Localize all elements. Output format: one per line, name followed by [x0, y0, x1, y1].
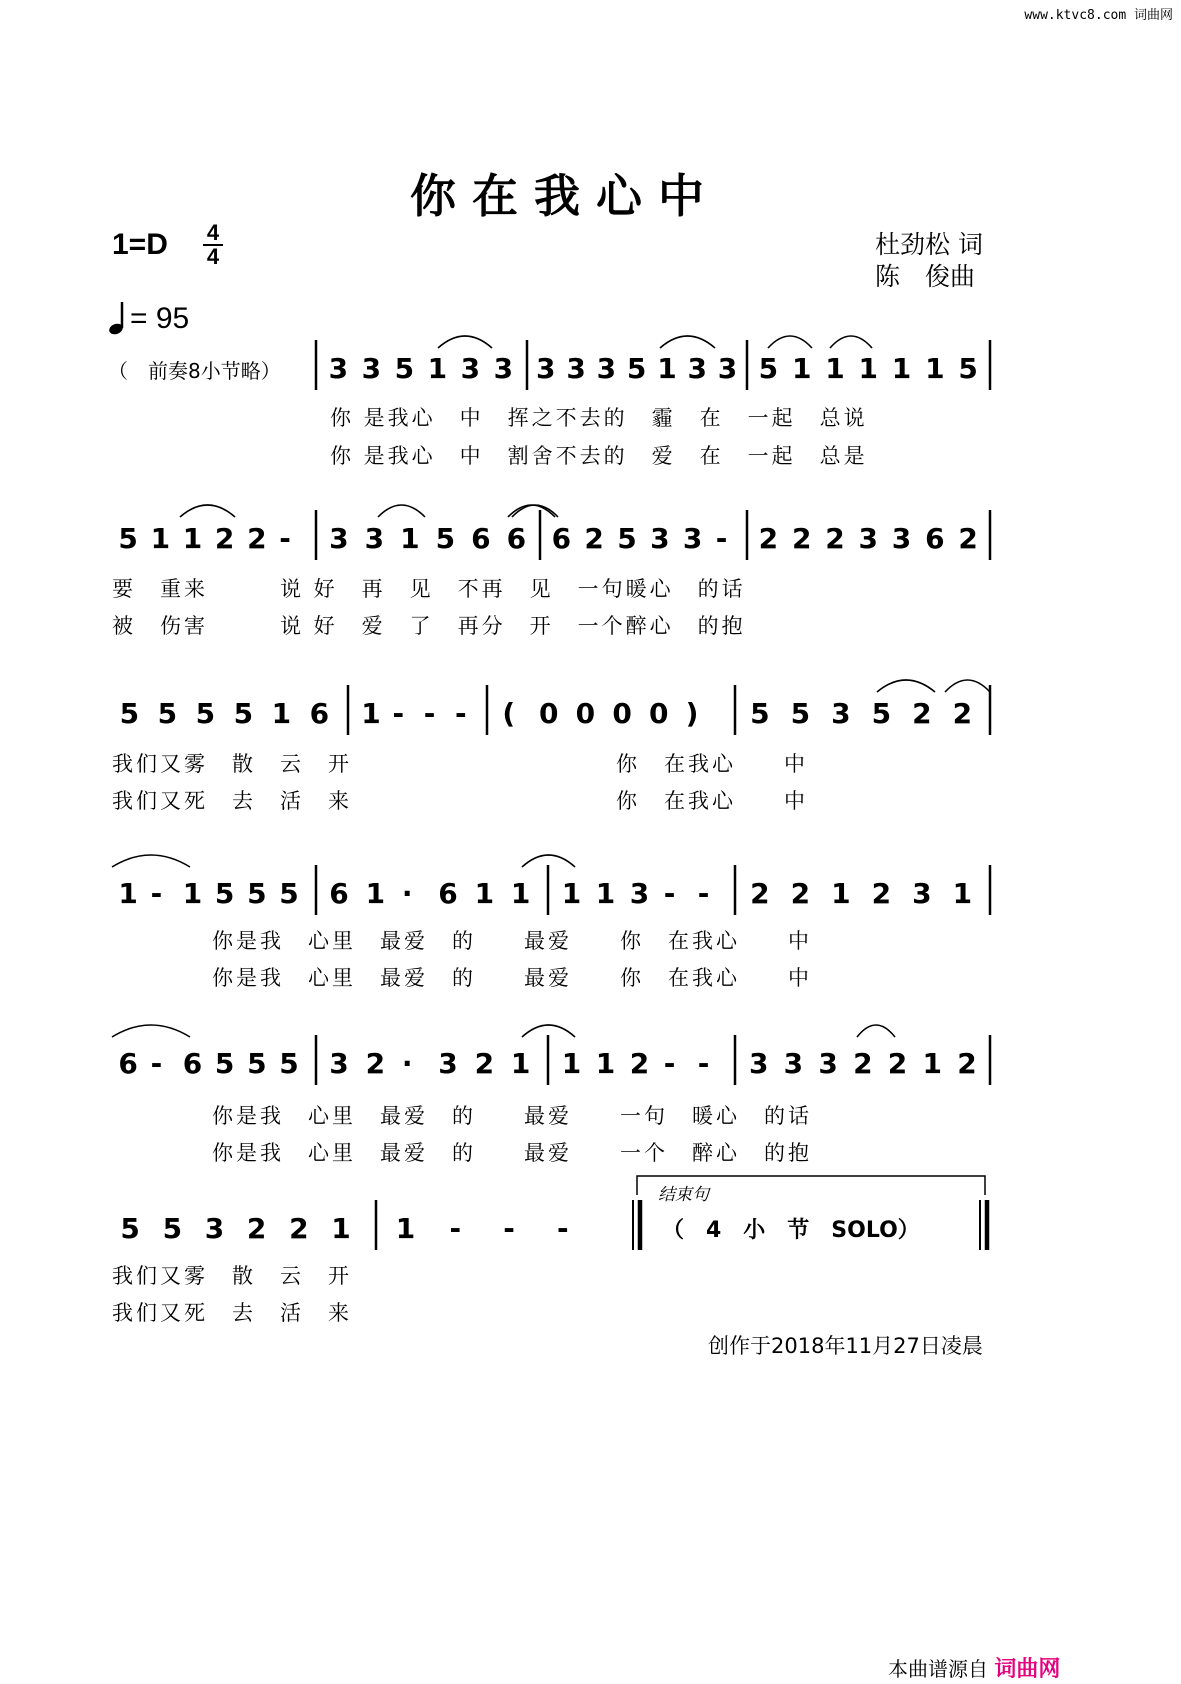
- composer-credit: 陈 俊曲: [875, 262, 976, 291]
- note: 5: [279, 1047, 299, 1080]
- note: 3: [748, 1047, 769, 1080]
- note: 6: [309, 697, 330, 730]
- lyrics-line: 我们又雾 散 云 开: [112, 1264, 352, 1288]
- note: 3: [596, 352, 617, 385]
- slur-arc: [438, 336, 492, 348]
- tempo-marking: = 95: [130, 302, 190, 335]
- note: 3: [460, 352, 481, 385]
- note: 6: [471, 522, 491, 555]
- note: 5: [958, 352, 978, 385]
- note: 3: [329, 522, 349, 555]
- note: 6: [925, 522, 945, 555]
- lyrics-line: 你 是我心 中 割舍不去的 爱 在 一起 总是: [330, 444, 868, 468]
- note: 3: [682, 522, 703, 555]
- note: 5: [157, 697, 178, 730]
- note: 5: [214, 877, 235, 910]
- note: 2: [825, 522, 845, 555]
- note: 1: [791, 352, 812, 385]
- note: -: [449, 1212, 462, 1245]
- solo-label: （ 4 小 节 SOLO）: [662, 1218, 920, 1243]
- note: 3: [650, 522, 670, 555]
- note: 6: [551, 522, 572, 555]
- note: 3: [912, 877, 932, 910]
- time-denominator: 4: [206, 244, 220, 269]
- note: 0: [649, 697, 669, 730]
- note: ·: [401, 877, 413, 910]
- note: 6: [506, 522, 527, 555]
- note: 1: [182, 877, 203, 910]
- lyrics-line: 我们又死 去 活 来 你 在我心 中: [112, 789, 808, 813]
- note: 3: [818, 1047, 838, 1080]
- lyrics-line: 你是我 心里 最爱 的 最爱 你 在我心 中: [212, 929, 812, 953]
- note: 3: [536, 352, 556, 385]
- key-label: 1=D: [112, 228, 168, 261]
- time-numerator: 4: [206, 220, 220, 245]
- note: 2: [912, 697, 932, 730]
- note: 3: [204, 1212, 225, 1245]
- note: -: [715, 522, 728, 555]
- note: 3: [629, 877, 650, 910]
- note: 5: [750, 697, 770, 730]
- note: 2: [887, 1047, 908, 1080]
- note: (: [502, 697, 516, 730]
- lyrics-line: 被 伤害 说 好 爱 了 再分 开 一个醉心 的抱: [112, 614, 746, 638]
- note: 1: [891, 352, 912, 385]
- note: 1: [922, 1047, 942, 1080]
- note: -: [150, 1047, 163, 1080]
- note: 5: [247, 1047, 267, 1080]
- note: 2: [247, 522, 267, 555]
- note: 5: [435, 522, 456, 555]
- note: 3: [364, 522, 385, 555]
- note: ·: [401, 1047, 413, 1080]
- note: 1: [361, 697, 381, 730]
- lyrics-line: 要 重来 说 好 再 见 不再 见 一句暖心 的话: [112, 577, 746, 601]
- slur-arc: [112, 855, 190, 867]
- note: 3: [891, 522, 912, 555]
- note: -: [663, 877, 676, 910]
- watermark-brand[interactable]: 词曲网: [994, 1657, 1061, 1682]
- note: 2: [214, 522, 235, 555]
- note: -: [150, 877, 163, 910]
- note: 2: [758, 522, 779, 555]
- lyricist-credit: 杜劲松 词: [875, 230, 983, 259]
- note: -: [663, 1047, 676, 1080]
- note: 5: [394, 352, 415, 385]
- note: 3: [493, 352, 514, 385]
- note: 5: [214, 1047, 235, 1080]
- page-title: 你在我心中: [410, 169, 720, 223]
- note: 1: [182, 522, 203, 555]
- note: 1: [331, 1212, 351, 1245]
- note: -: [697, 877, 710, 910]
- slur-arc: [378, 505, 425, 517]
- note: 2: [871, 877, 892, 910]
- note: 1: [365, 877, 386, 910]
- note: 1: [474, 877, 495, 910]
- note: 1: [925, 352, 945, 385]
- note: 2: [791, 522, 812, 555]
- slur-arc: [877, 680, 935, 692]
- note: -: [423, 697, 436, 730]
- note: 5: [195, 697, 216, 730]
- note: 1: [427, 352, 448, 385]
- note: 2: [289, 1212, 309, 1245]
- note: 5: [162, 1212, 183, 1245]
- note: 5: [247, 877, 267, 910]
- slur-arc: [857, 1025, 895, 1037]
- created-note: 创作于2018年11月27日凌晨: [708, 1334, 983, 1358]
- note: 3: [328, 352, 349, 385]
- note: -: [279, 522, 291, 555]
- note: -: [697, 1047, 710, 1080]
- note: 1: [858, 352, 878, 385]
- note: 0: [539, 697, 559, 730]
- note: 5: [120, 1212, 140, 1245]
- note: 1: [395, 1212, 416, 1245]
- note: 1: [831, 877, 851, 910]
- slur-arc: [830, 336, 872, 348]
- note: 3: [361, 352, 382, 385]
- note: 3: [858, 522, 878, 555]
- note: 5: [617, 522, 637, 555]
- note: 5: [119, 697, 140, 730]
- note: 3: [783, 1047, 804, 1080]
- lyrics-line: 你 是我心 中 挥之不去的 霾 在 一起 总说: [330, 406, 868, 430]
- slur-arc: [180, 505, 235, 517]
- ending-label: 结束句: [658, 1185, 709, 1205]
- note: 5: [790, 697, 811, 730]
- note: 3: [687, 352, 707, 385]
- note: 6: [182, 1047, 203, 1080]
- note: 1: [657, 352, 677, 385]
- slur-arc: [945, 680, 990, 692]
- note: 1: [561, 877, 582, 910]
- slur-arc: [768, 336, 812, 348]
- note: -: [557, 1212, 569, 1245]
- note: -: [503, 1212, 515, 1245]
- note: 2: [853, 1047, 873, 1080]
- slur-arc: [112, 1025, 190, 1037]
- note: 2: [584, 522, 604, 555]
- note: 6: [438, 877, 458, 910]
- note: -: [455, 697, 467, 730]
- note: 1: [510, 877, 531, 910]
- note: 2: [958, 522, 978, 555]
- note: 2: [790, 877, 811, 910]
- note: 2: [957, 1047, 977, 1080]
- note: 1: [118, 877, 138, 910]
- note: 3: [831, 697, 851, 730]
- lyrics-line: 我们又死 去 活 来: [112, 1301, 352, 1325]
- note: -: [392, 697, 405, 730]
- lyrics-line: 你是我 心里 最爱 的 最爱 一句 暖心 的话: [212, 1104, 812, 1128]
- note: 6: [329, 877, 349, 910]
- note: 3: [329, 1047, 349, 1080]
- note: 5: [758, 352, 779, 385]
- note: 0: [575, 697, 596, 730]
- note: 3: [438, 1047, 458, 1080]
- note: 1: [510, 1047, 531, 1080]
- lyrics-line: 你是我 心里 最爱 的 最爱 一个 醉心 的抱: [212, 1141, 812, 1165]
- note: 2: [952, 697, 973, 730]
- note: ): [685, 697, 699, 730]
- note: 6: [118, 1047, 138, 1080]
- note: 1: [400, 522, 420, 555]
- note: 5: [118, 522, 138, 555]
- slur-arc: [512, 505, 558, 517]
- note: 2: [365, 1047, 386, 1080]
- note: 5: [626, 352, 647, 385]
- intro-note: （ 前奏8小节略）: [108, 359, 281, 383]
- slur-arc: [660, 336, 715, 348]
- slur-arc: [508, 505, 555, 517]
- watermark-prefix: 本曲谱源自: [888, 1657, 988, 1681]
- note: 1: [150, 522, 171, 555]
- note: 1: [595, 1047, 616, 1080]
- note: 1: [952, 877, 973, 910]
- note: 0: [612, 697, 632, 730]
- note: 1: [825, 352, 845, 385]
- note: 2: [629, 1047, 650, 1080]
- note: 1: [271, 697, 292, 730]
- note: 1: [595, 877, 616, 910]
- note: 2: [750, 877, 770, 910]
- lyrics-line: 你是我 心里 最爱 的 最爱 你 在我心 中: [212, 966, 812, 990]
- lyrics-line: 我们又雾 散 云 开 你 在我心 中: [112, 752, 808, 776]
- note: 5: [871, 697, 892, 730]
- ending-bracket: [637, 1176, 985, 1195]
- note: 1: [561, 1047, 582, 1080]
- note: 5: [233, 697, 254, 730]
- note: 3: [717, 352, 738, 385]
- note: 2: [246, 1212, 267, 1245]
- note: 2: [474, 1047, 495, 1080]
- note: 3: [566, 352, 586, 385]
- note: 5: [279, 877, 299, 910]
- site-url[interactable]: www.ktvc8.com 词曲网: [1024, 8, 1173, 23]
